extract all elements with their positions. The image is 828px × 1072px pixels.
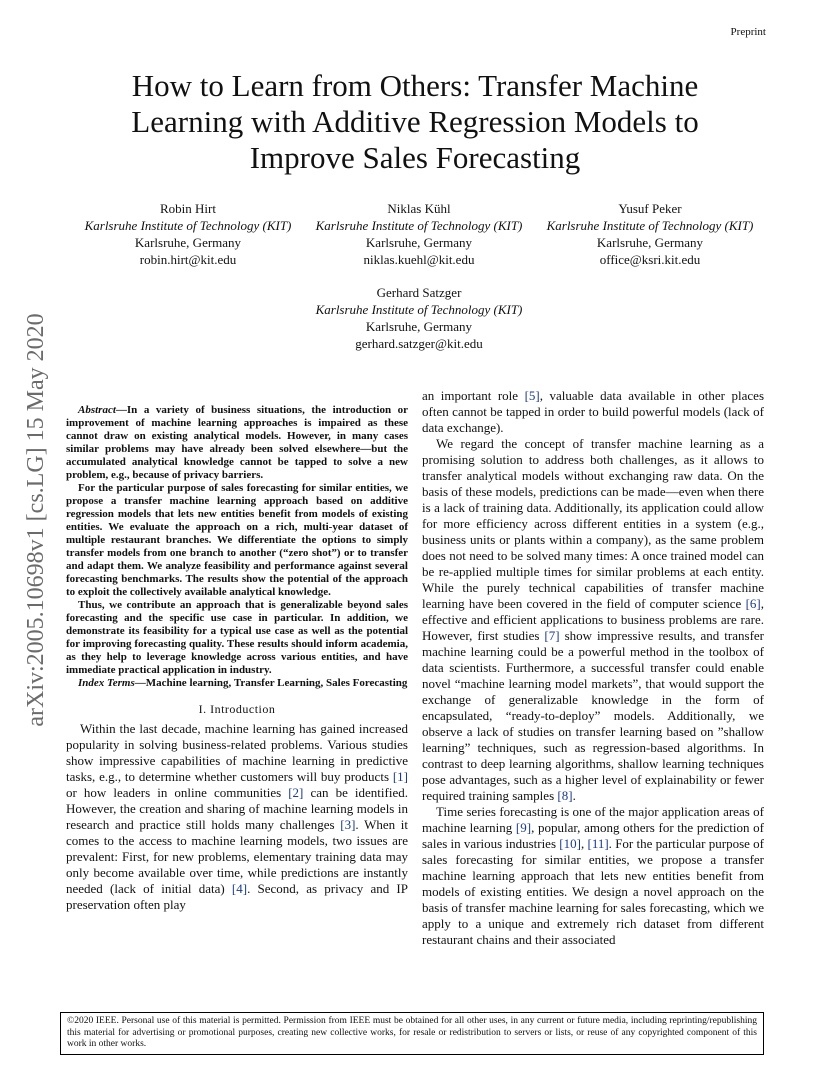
author-location: Karlsruhe, Germany	[365, 319, 473, 334]
citation-link[interactable]: [7]	[544, 628, 560, 643]
copyright-notice: ©2020 IEEE. Personal use of this material is permitted. Permission from IEEE must be obtained for all other uses, in any current or future media, including reprinting/republishing this material for advertising or promotional purposes, creating new collective works, for resale or redistribution to servers or lists, or reuse of any copyrighted component of this work in other works.	[60, 1012, 764, 1055]
body-paragraph	[422, 804, 764, 948]
citation-link[interactable]: [6]	[745, 596, 761, 611]
abstract-paragraph	[66, 404, 408, 482]
text-run: Within the last decade, machine learning has gained increased popularity in solving business-related problems. Various studies show impressive capabilities of machine learning in predictive tasks, e.g., to determine whether customers will buy products	[66, 721, 408, 784]
text-run: .	[572, 788, 576, 803]
abstract-label: Abstract	[78, 404, 116, 416]
author-affiliation: Karlsruhe Institute of Technology (KIT)	[315, 218, 523, 233]
author-location: Karlsruhe, Germany	[596, 235, 704, 250]
index-terms-text: —Machine learning, Transfer Learning, Sales Forecasting	[134, 677, 408, 689]
citation-link[interactable]: [4]	[231, 881, 248, 896]
text-run: . For the particular purpose of sales forecasting for similar entities, we propose a transfer machine learning approach that lets new entities benefit from models of existing entities. We design a novel approach on the basis of transfer machine learning for sales forecasting, which we apply to a unique and extremely rich dataset from different restaurant chains and their associated	[422, 836, 764, 947]
author-location: Karlsruhe, Germany	[365, 235, 473, 250]
arxiv-sidebar	[22, 280, 50, 760]
citation-link[interactable]: [11]	[587, 836, 609, 851]
text-run: or how leaders in online communities	[66, 785, 289, 800]
text-run: , valuable data available in other places often cannot be tapped in order to build powerful models (lack of data exchange).	[422, 388, 764, 435]
author-name: Yusuf Peker	[618, 201, 682, 216]
body-paragraph	[422, 388, 764, 436]
citation-link[interactable]: [9]	[515, 820, 532, 835]
abstract-paragraph: Thus, we contribute an approach that is generalizable beyond sales forecasting and the specific use case in particular. In addition, we demonstrate its feasibility for a typical use case as well as the potential for improving forecasting quality. These results should inform academia, as they help to leverage knowledge across various entities, and have immediate practical application in industry.	[66, 599, 408, 676]
body-paragraph	[66, 721, 408, 913]
author-email[interactable]: niklas.kuehl@kit.edu	[363, 252, 475, 267]
body-paragraph	[422, 436, 764, 804]
title-line: Learning with Additive Regression Models to	[131, 104, 699, 139]
citation-link[interactable]: [1]	[392, 769, 408, 784]
preprint-label: Preprint	[730, 26, 766, 38]
text-run: . When it comes to the access to machine learning models, two issues are prevalent: First, for new problems, elementary training data may only become available over time, while predictions are instantly needed (lack of initial data)	[66, 817, 409, 896]
author-block	[303, 284, 535, 352]
author-email[interactable]: gerhard.satzger@kit.edu	[355, 336, 483, 351]
citation-link[interactable]: [3]	[340, 817, 356, 832]
author-affiliation: Karlsruhe Institute of Technology (KIT)	[315, 302, 523, 317]
text-run: We regard the concept of transfer machine learning as a promising solution to address both challenges, as it allows to transfer analytical models without exchanging raw data. On the basis of these models, predictions can be made—even when there is a lack of training data. Additionally, its application could allow for more efficiency across different entities in a system (e.g., business units or plants within a company), as the same problem does not need to be solved many times: A once trained model can be re-applied multiple times for similar problems at each entity. While the purely technical capabilities of transfer machine learning have been covered in the field of computer science	[422, 436, 764, 611]
author-affiliation: Karlsruhe Institute of Technology (KIT)	[546, 218, 754, 233]
author-email[interactable]: office@ksri.kit.edu	[599, 252, 701, 267]
arxiv-id[interactable]: arXiv:2005.10698v1 [cs.LG] 15 May 2020	[23, 313, 49, 727]
index-terms	[66, 677, 408, 690]
right-column	[422, 388, 764, 948]
author-block	[72, 200, 304, 268]
author-name: Gerhard Satzger	[376, 285, 462, 300]
author-name: Niklas Kühl	[387, 201, 451, 216]
author-affiliation: Karlsruhe Institute of Technology (KIT)	[84, 218, 292, 233]
text-run: an important role	[422, 388, 525, 403]
text-run: show impressive results, and transfer machine learning could be a powerful method in the toolbox of data scientists. Furthermore, a successful transfer could enable novel “machine learning model markets”, that would support the exchange of generalizable knowledge in the form of encapsulated, “ready-to-deploy” models. Additionally, we observe a lack of studies on transfer learning based on ”shallow learning” techniques, such as regression-based algorithms. In contrast to deep learning algorithms, shallow learning techniques pose advantages, such as a higher level of explainability or fewer required training samples	[422, 628, 764, 803]
author-name: Robin Hirt	[160, 201, 216, 216]
citation-link[interactable]: [10]	[559, 836, 581, 851]
text-run: , effective and efficient applications to business problems are rare. However, first studies	[422, 596, 764, 643]
text-run: , popular, among others for the prediction of sales in various industries	[422, 820, 764, 851]
paper-title	[70, 68, 760, 176]
index-terms-label: Index Terms	[78, 677, 135, 689]
author-email[interactable]: robin.hirt@kit.edu	[139, 252, 237, 267]
text-run: ,	[580, 836, 588, 851]
title-line: How to Learn from Others: Transfer Machine	[131, 68, 699, 103]
text-run: can be identified. However, the creation and sharing of machine learning models in research and practice still holds many challenges	[66, 785, 408, 832]
abstract-text: —In a variety of business situations, the introduction or improvement of machine learning approaches is impaired as these cannot draw on existing analytical models. However, in many cases similar problems may have already been solved elsewhere—but the accumulated analytical knowledge cannot be tapped to solve a new problem, e.g., because of privacy barriers.	[66, 404, 408, 481]
text-run: Time series forecasting is one of the major application areas of machine learning	[422, 804, 764, 835]
section-heading: I. Introduction	[198, 702, 276, 716]
author-location: Karlsruhe, Germany	[134, 235, 242, 250]
author-block	[303, 200, 535, 268]
title-line: Improve Sales Forecasting	[249, 140, 581, 175]
citation-link[interactable]: [8]	[557, 788, 573, 803]
citation-link[interactable]: [5]	[524, 388, 540, 403]
left-column	[66, 404, 408, 913]
author-block	[534, 200, 766, 268]
text-run: . Second, as privacy and IP preservation often play	[66, 881, 408, 912]
abstract-paragraph: For the particular purpose of sales forecasting for similar entities, we propose a transfer machine learning approach based on additive regression models that lets new entities benefit from models of existing entities. We evaluate the approach on a rich, multi-year dataset of multiple restaurant branches. We differentiate the options to simply transfer models from one branch to another (“zero shot”) or to transfer and adapt them. We analyze feasibility and performance against several forecasting benchmarks. The results show the potential of the approach to exploit the collectively available analytical knowledge.	[66, 482, 408, 598]
citation-link[interactable]: [2]	[288, 785, 304, 800]
